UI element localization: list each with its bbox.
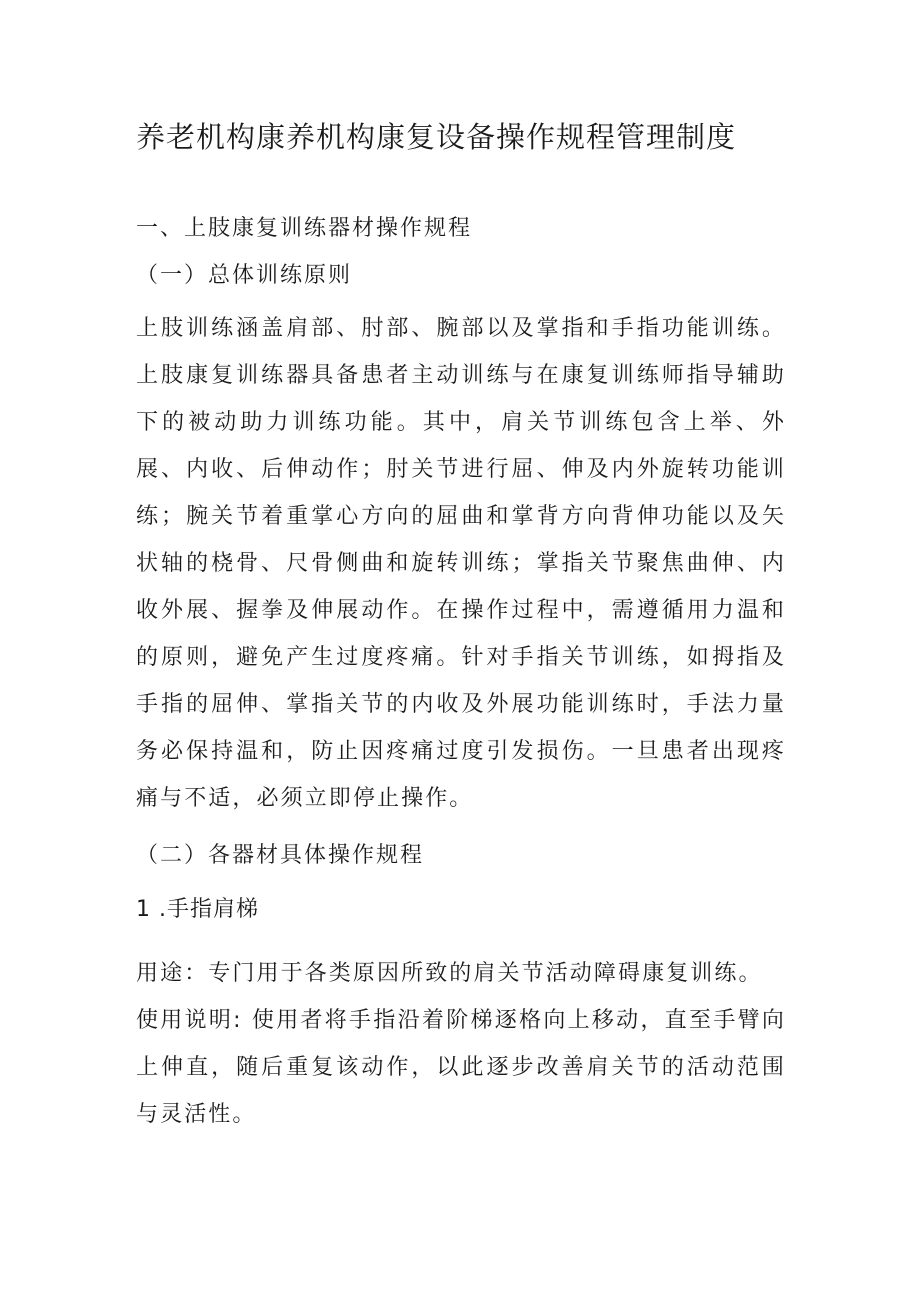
document-title: 养老机构康养机构康复设备操作规程管理制度 (136, 120, 737, 154)
subsection-heading-principles: （一）总体训练原则 (136, 263, 353, 288)
finger-ladder-instructions: 使用说明: 使用者将手指沿着阶梯逐格向上移动，直至手臂向上伸直，随后重复该动作，以此逐步改善肩关节的活动范围与灵活性。 (136, 1008, 786, 1127)
finger-ladder-paragraph (136, 950, 786, 1138)
finger-ladder-usage: 用途：专门用于各类原因所致的肩关节活动障碍康复训练。 (136, 961, 763, 986)
item-heading-finger-ladder: 1 .手指肩梯 (136, 897, 259, 922)
principles-paragraph: 上肢训练涵盖肩部、肘部、腕部以及掌指和手指功能训练。上肢康复训练器具备患者主动训练与在康复训练师指导辅助下的被动助力训练功能。其中，肩关节训练包含上举、外展、内收、后伸动作；肘关节进行屈、伸及内外旋转功能训练；腕关节着重掌心方向的屈曲和掌背方向背伸功能以及矢状轴的桡骨、尺骨侧曲和旋转训练；掌指关节聚焦曲伸、内收外展、握拳及伸展动作。在操作过程中，需遵循用力温和的原则，避免产生过度疼痛。针对手指关节训练，如拇指及手指的屈伸、掌指关节的内收及外展功能训练时，手法力量务必保持温和，防止因疼痛过度引发损伤。一旦患者出现疼痛与不适，必须立即停止操作。 (136, 316, 786, 811)
section-heading-upper-limb: 一、上肢康复训练器材操作规程 (136, 216, 473, 241)
subsection-heading-equipment: （二）各器材具体操作规程 (136, 843, 425, 868)
